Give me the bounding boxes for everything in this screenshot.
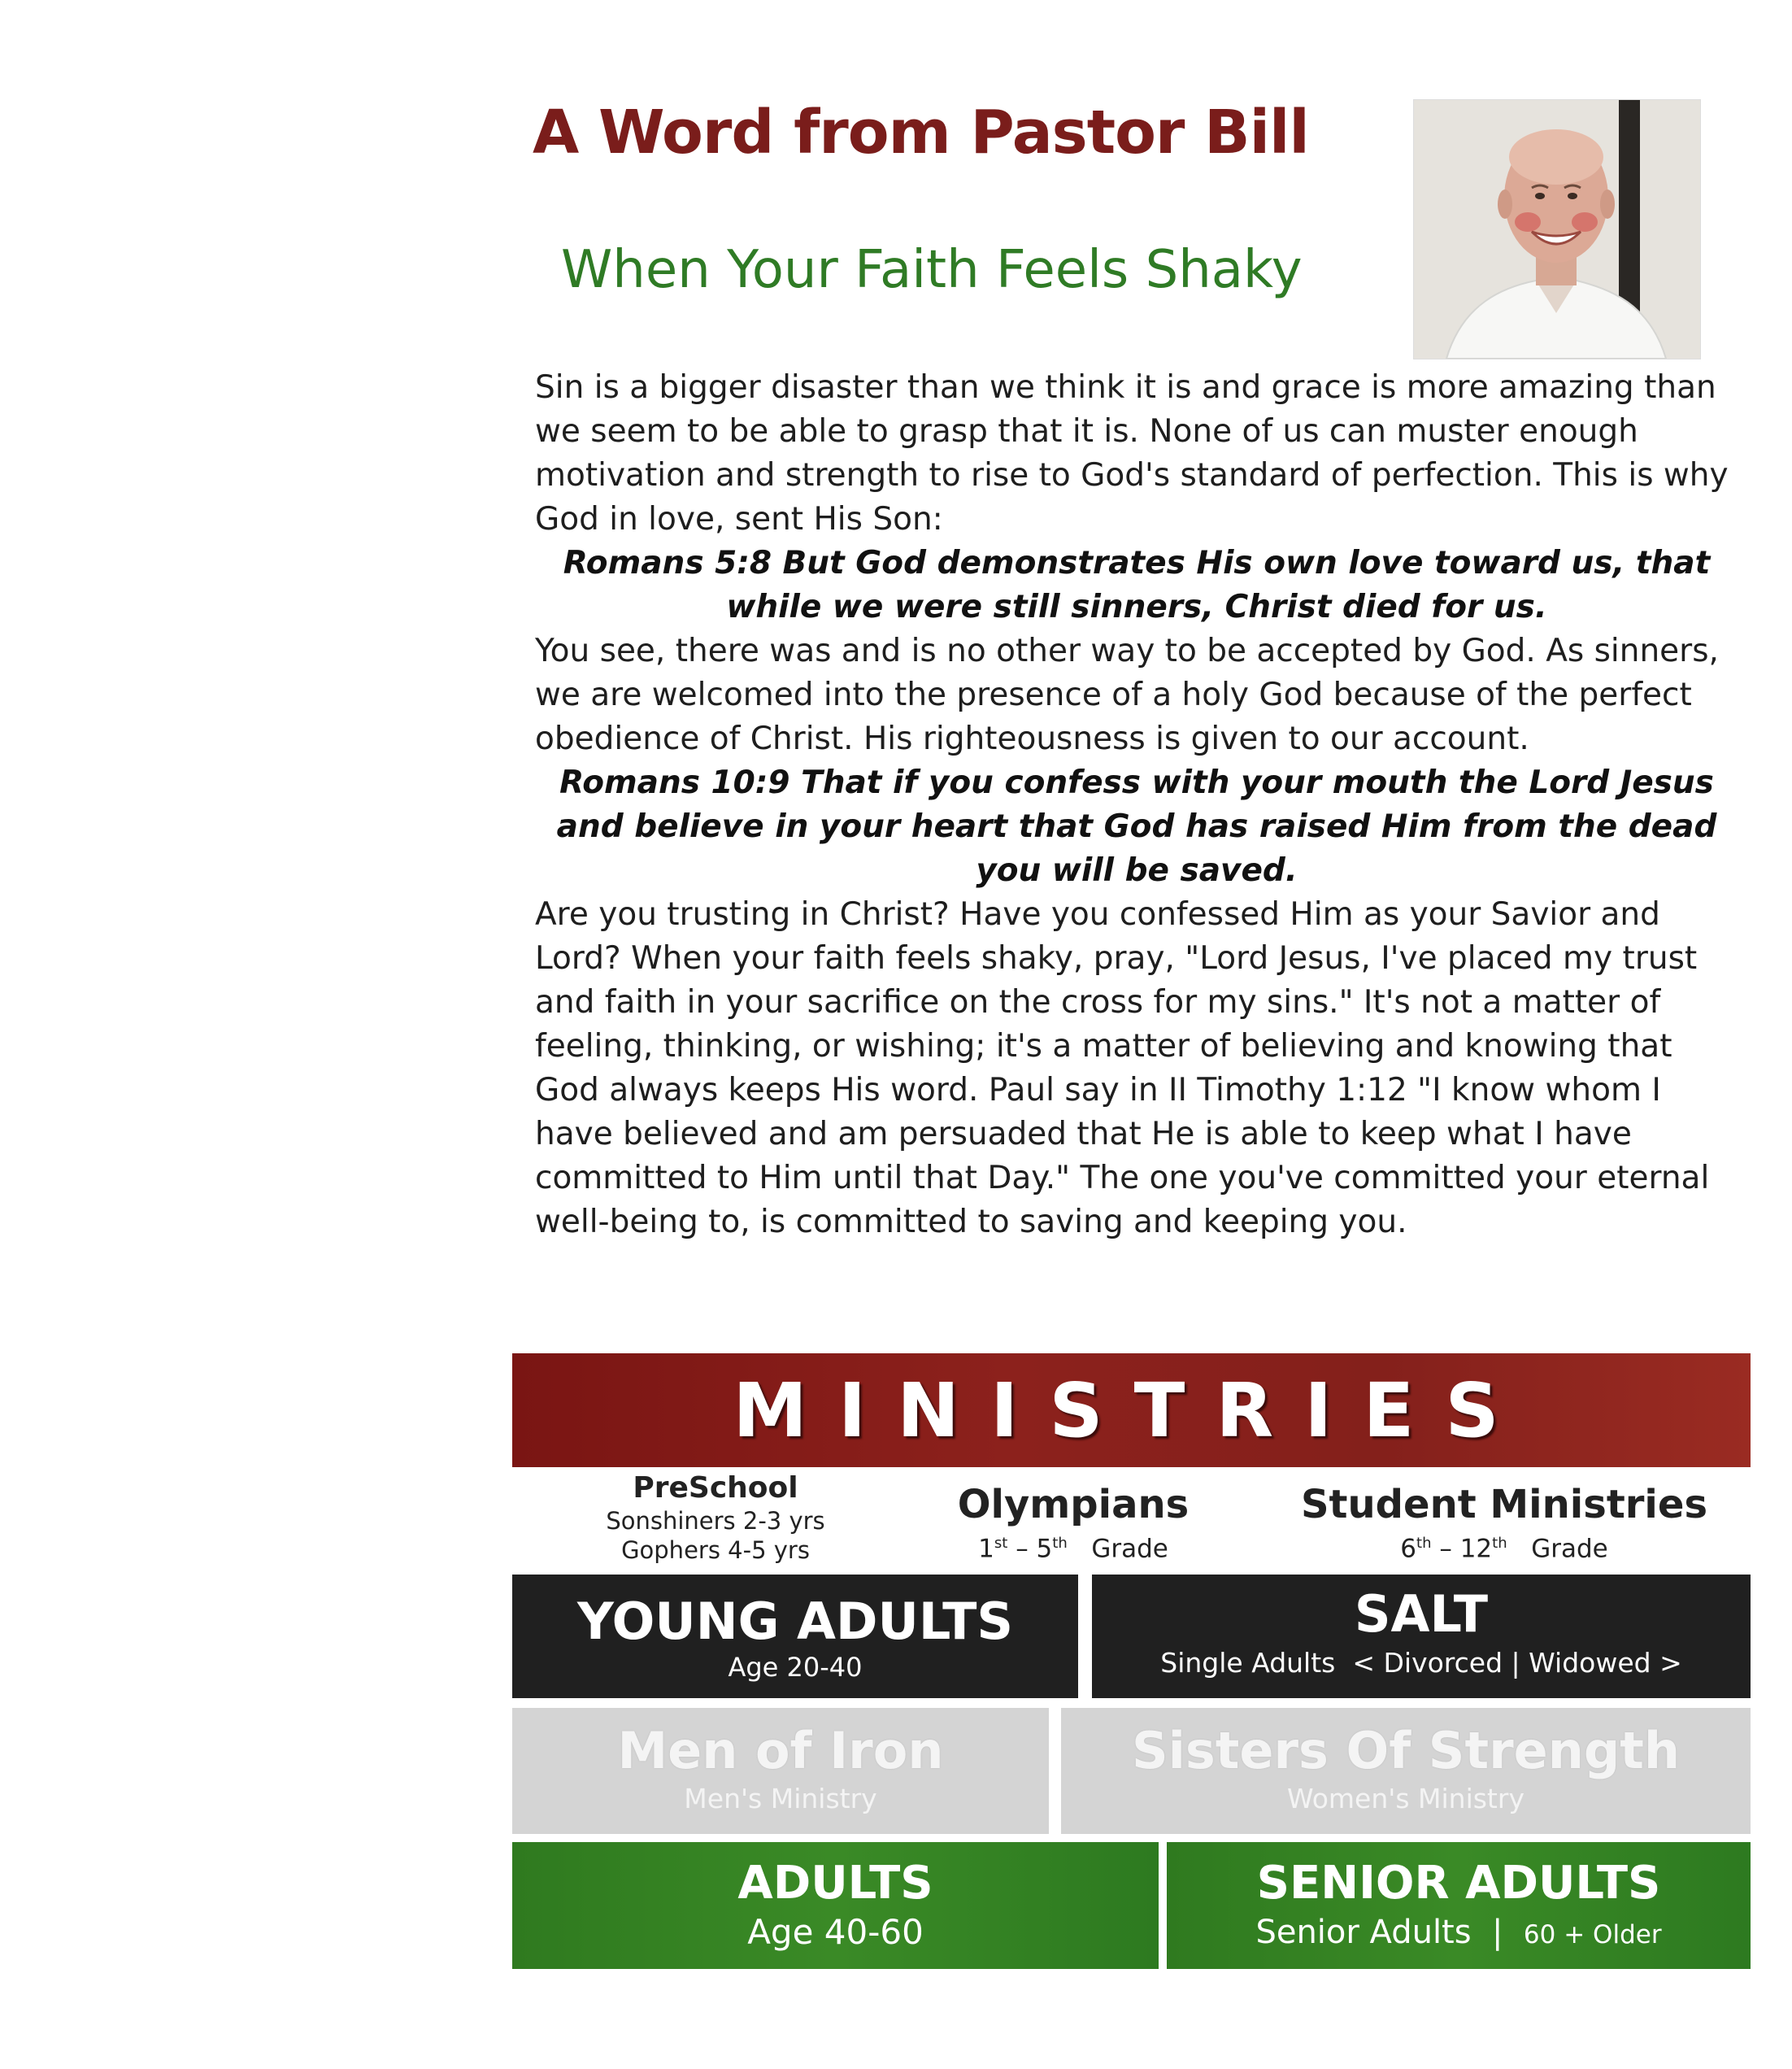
preschool-name: PreSchool [633,1471,798,1505]
salt-tile[interactable] [1092,1575,1751,1698]
article-paragraph: Sin is a bigger disaster than we think it is and grace is more amazing than we seem to be able to grasp that it is. None of us can muster enough motivation and strength to rise to God's standard of perfection. This is why God in love, sent His Son: [535,369,1729,538]
senior-adults-tile[interactable] [1167,1842,1751,1969]
young-adults-age: Age 20-40 [728,1652,863,1683]
ministries-banner [512,1353,1751,1467]
scripture-verse: Romans 5:8 But God demonstrates His own love toward us, that while we were still sinners, Christ died for us. [563,545,1711,625]
page-title: A Word from Pastor Bill [533,98,1309,168]
young-adults-name: YOUNG ADULTS [576,1592,1014,1651]
article-paragraph: You see, there was and is no other way to be accepted by God. As sinners, we are welcomed into the presence of a holy God because of the perfect obedience of Christ. His righteousness is given to our account. [535,633,1719,757]
preschool-ministry[interactable] [561,1470,870,1565]
pastor-photo [1413,99,1701,359]
article-paragraph: Are you trusting in Christ? Have you confessed Him as your Savior and Lord? When your faith feels shaky, pray, "Lord Jesus, I've placed my trust and faith in your sacrifice on the cross for my sins." It's not a matter of feeling, thinking, or wishing; it's a matter of believing and knowing that God always keeps His word. Paul say in II Timothy 1:12 "I know whom I have believed and am persuaded that He is able to keep what I have committed to Him until that Day." The one you've committed your eternal well-being to, is committed to saving and keeping you. [535,896,1710,1240]
salt-subtitle: Single Adults < Divorced | Widowed > [1160,1647,1682,1679]
scripture-verse: Romans 10:9 That if you confess with your mouth the Lord Jesus and believe in your heart that God has raised Him from the dead you will be saved. [556,764,1717,889]
adults-tile[interactable] [512,1842,1159,1969]
preschool-line2: Gophers 4-5 yrs [621,1536,810,1564]
men-of-iron-subtitle: Men's Ministry [684,1783,877,1814]
men-of-iron-tile[interactable] [512,1708,1049,1834]
sisters-of-strength-name: Sisters Of Strength [1131,1721,1681,1780]
salt-name: SALT [1354,1584,1489,1644]
olympians-grades: 1st – 5th Grade [978,1534,1168,1564]
adults-name: ADULTS [737,1857,933,1910]
young-adults-tile[interactable] [512,1575,1078,1698]
senior-adults-name: SENIOR ADULTS [1256,1857,1661,1910]
student-ministries-name: Student Ministries [1300,1482,1708,1527]
men-of-iron-name: Men of Iron [617,1721,944,1780]
article-body [535,366,1738,1244]
sisters-of-strength-tile[interactable] [1061,1708,1751,1834]
ministries-heading: MINISTRIES [733,1366,1530,1454]
adults-age: Age 40-60 [747,1912,924,1952]
student-ministries-grades: 6th – 12th Grade [1400,1534,1608,1564]
sisters-of-strength-subtitle: Women's Ministry [1287,1783,1525,1814]
children-youth-row [512,1470,1751,1568]
article-subtitle: When Your Faith Feels Shaky [561,240,1303,300]
student-ministries[interactable] [1268,1482,1740,1565]
pastor-portrait-image [1414,100,1700,359]
preschool-line1: Sonshiners 2-3 yrs [606,1507,825,1535]
olympians-ministry[interactable] [903,1482,1244,1565]
olympians-name: Olympians [957,1482,1190,1527]
senior-adults-subtitle: Senior Adults | 60 + Older [1255,1914,1662,1951]
